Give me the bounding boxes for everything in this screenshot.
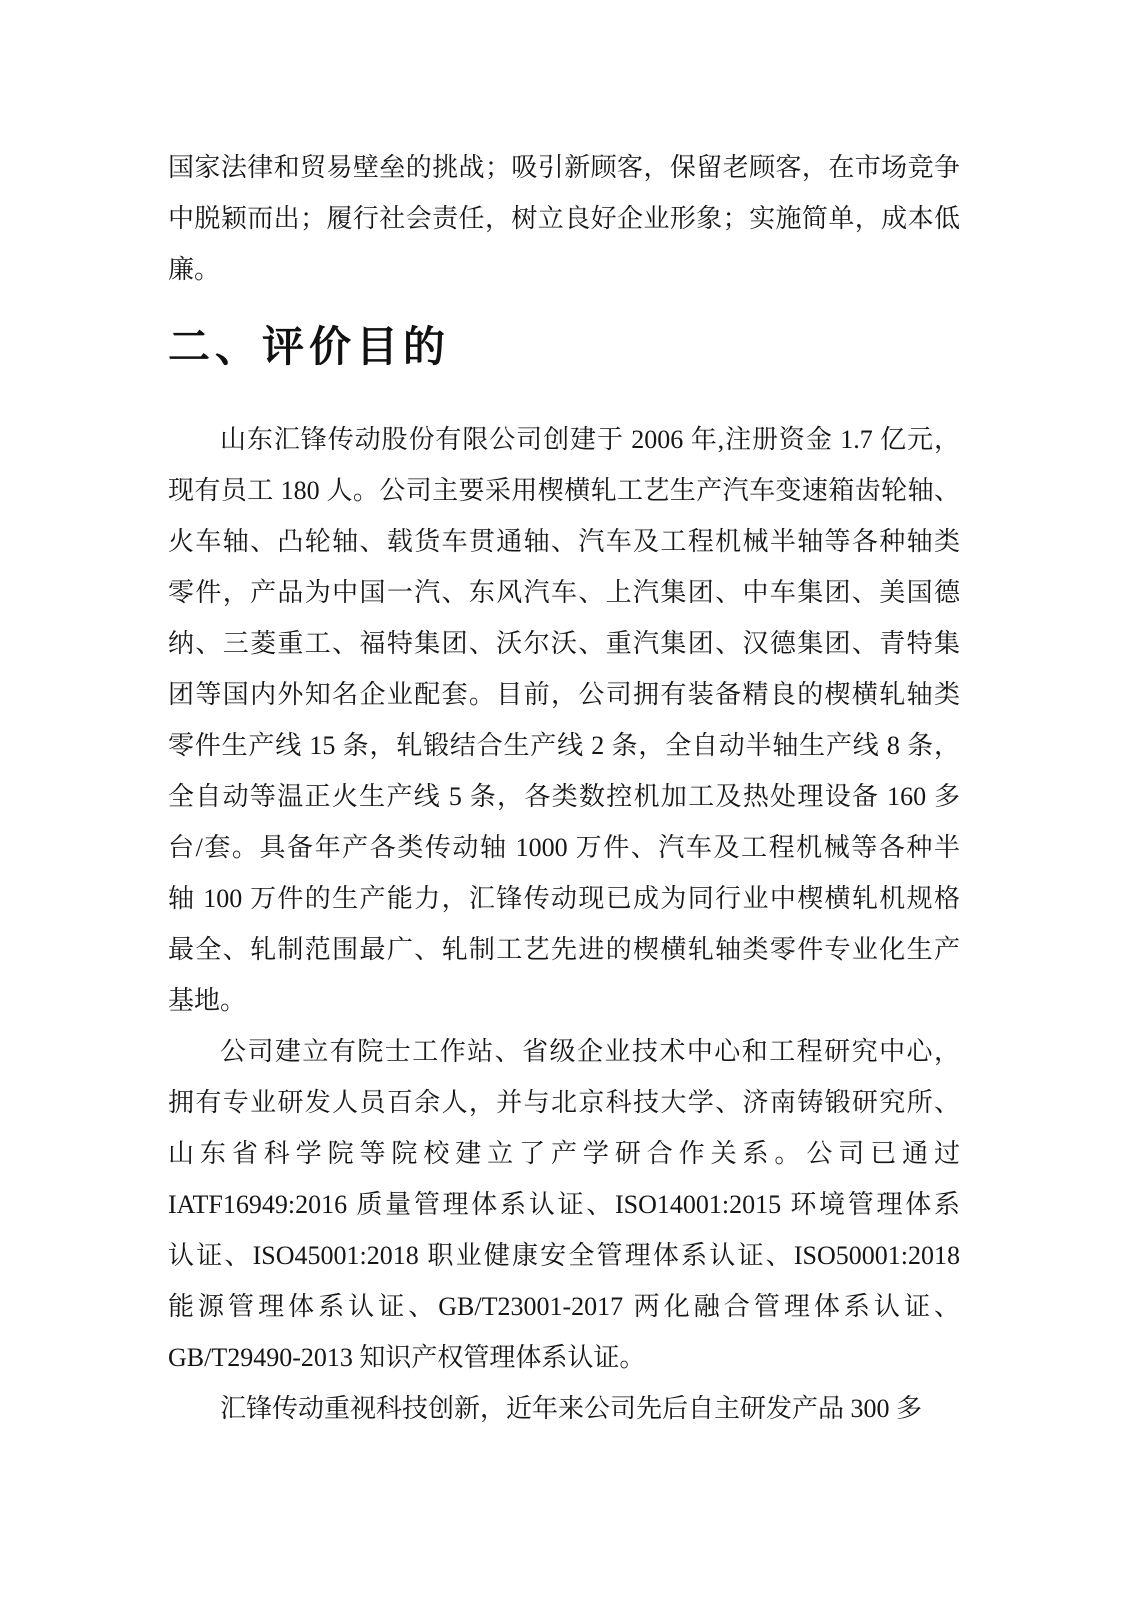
- text-line: 汇锋传动重视科技创新，近年来公司先后自主研发产品 300 多: [220, 1394, 923, 1423]
- text-line: 团等国内外知名企业配套。目前，公司拥有装备精良的楔横轧轴类: [168, 680, 960, 709]
- text-line: 纳、三菱重工、福特集团、沃尔沃、重汽集团、汉德集团、青特集: [168, 629, 960, 658]
- text-line: 山东省科学院等院校建立了产学研合作关系。公司已通过: [168, 1139, 960, 1168]
- paragraph-intro-continuation: [168, 142, 960, 295]
- text-line: 山东汇锋传动股份有限公司创建于 2006 年,注册资金 1.7 亿元，: [220, 425, 960, 454]
- text-line: 认证、ISO45001:2018 职业健康安全管理体系认证、ISO50001:2018: [168, 1241, 960, 1270]
- section-heading: 二、评价目的: [168, 323, 451, 370]
- text-line: IATF16949:2016 质量管理体系认证、ISO14001:2015 环境管理体系: [168, 1190, 960, 1219]
- paragraph-rd-certifications: [168, 1026, 960, 1383]
- text-line: 国家法律和贸易壁垒的挑战；吸引新顾客，保留老顾客，在市场竞争: [168, 153, 960, 182]
- text-line: 公司建立有院士工作站、省级企业技术中心和工程研究中心，: [220, 1037, 960, 1066]
- text-line: 拥有专业研发人员百余人，并与北京科技大学、济南铸锻研究所、: [168, 1088, 960, 1117]
- text-line: 零件生产线 15 条，轧锻结合生产线 2 条，全自动半轴生产线 8 条，: [168, 731, 960, 760]
- paragraph-innovation: [168, 1383, 960, 1434]
- text-line: 能源管理体系认证、GB/T23001-2017 两化融合管理体系认证、: [168, 1292, 960, 1321]
- text-line: 零件，产品为中国一汽、东风汽车、上汽集团、中车集团、美国德: [168, 578, 960, 607]
- text-line: 最全、轧制范围最广、轧制工艺先进的楔横轧轴类零件专业化生产: [168, 935, 960, 964]
- text-line: 火车轴、凸轮轴、载货车贯通轴、汽车及工程机械半轴等各种轴类: [168, 527, 960, 556]
- paragraph-company-overview: [168, 414, 960, 1026]
- text-line: 台/套。具备年产各类传动轴 1000 万件、汽车及工程机械等各种半: [168, 833, 960, 862]
- text-line: 中脱颖而出；履行社会责任，树立良好企业形象；实施简单，成本低: [168, 204, 960, 233]
- text-line: GB/T29490-2013 知识产权管理体系认证。: [168, 1343, 646, 1372]
- page-content: [168, 0, 960, 1434]
- text-line: 基地。: [168, 986, 247, 1015]
- text-line: 现有员工 180 人。公司主要采用楔横轧工艺生产汽车变速箱齿轮轴、: [168, 476, 960, 505]
- text-line: 全自动等温正火生产线 5 条，各类数控机加工及热处理设备 160 多: [168, 782, 960, 811]
- text-line: 轴 100 万件的生产能力，汇锋传动现已成为同行业中楔横轧机规格: [168, 884, 960, 913]
- text-line: 廉。: [168, 255, 221, 284]
